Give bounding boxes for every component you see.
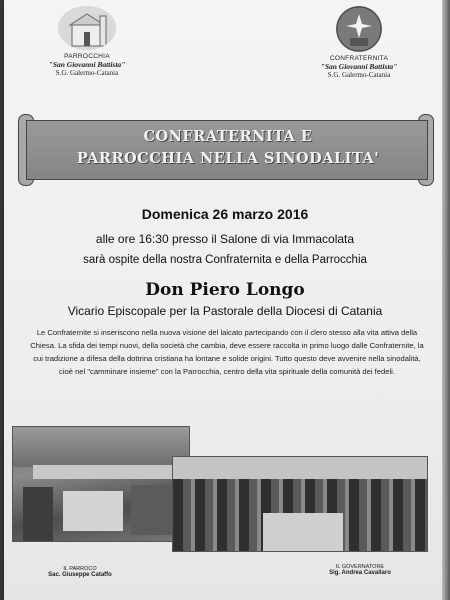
confraternity-logo-block xyxy=(304,6,414,79)
governor-signature xyxy=(300,564,420,576)
governor-role: IL GOVERNATORE xyxy=(335,564,385,570)
church-logo xyxy=(58,6,116,50)
parish-priest-name: Sac. Giuseppe Cataffo xyxy=(48,572,112,578)
procession-photo xyxy=(12,426,190,542)
confraternity-place: S.G. Galermo-Catania xyxy=(327,71,391,79)
event-time-place: alle ore 16:30 presso il Salone di via Immacolata xyxy=(95,232,355,246)
guest-role: Vicario Episcopale per la Pastorale della Diocesi di Catania xyxy=(67,304,383,318)
governor-name: Sig. Andrea Cavallaro xyxy=(329,570,391,576)
parish-place: S.G. Galermo-Catania xyxy=(55,69,119,77)
guest-intro: sarà ospite della nostra Confraternita e della Parrocchia xyxy=(83,254,367,266)
cross-emblem-icon xyxy=(336,6,382,52)
title-banner xyxy=(18,114,434,184)
banner-title-line2: PARROCCHIA NELLA SINODALITA' xyxy=(76,150,380,167)
parish-saint: "San Giovanni Battista" xyxy=(48,60,126,69)
confraternity-members-photo xyxy=(172,456,428,552)
body-paragraph: Le Confraternite si inseriscono nella nuova visione del laicato partecipando con il clero stesso alla vita attiva della Chiesa. La sfida dei tempi nuovi, della società che cambia, deve essere raccolta in primo luogo dalle Confraternite, la cui tradizione a difesa della dottrina cristiana ha lontane e solide origini. Tutto questo deve avvenire nella sinodalità, cioè nel "camminare insieme" con la Parrocchia, centro della vita spirituale della comunità dei fedeli. xyxy=(30,328,424,376)
parish-name: PARROCCHIA xyxy=(64,53,110,60)
confraternity-saint: "San Giovanni Battista" xyxy=(320,62,398,71)
photo-edge-shadow xyxy=(442,0,450,600)
banner-title-line1: CONFRATERNITA E xyxy=(143,128,313,145)
confraternity-name: CONFRATERNITA xyxy=(329,55,389,62)
parish-logo-block xyxy=(32,6,142,77)
event-date: Domenica 26 marzo 2016 xyxy=(141,206,309,222)
parish-priest-role: IL PARROCO xyxy=(63,566,97,572)
parish-priest-signature xyxy=(30,566,130,578)
guest-name: Don Piero Longo xyxy=(145,280,305,300)
